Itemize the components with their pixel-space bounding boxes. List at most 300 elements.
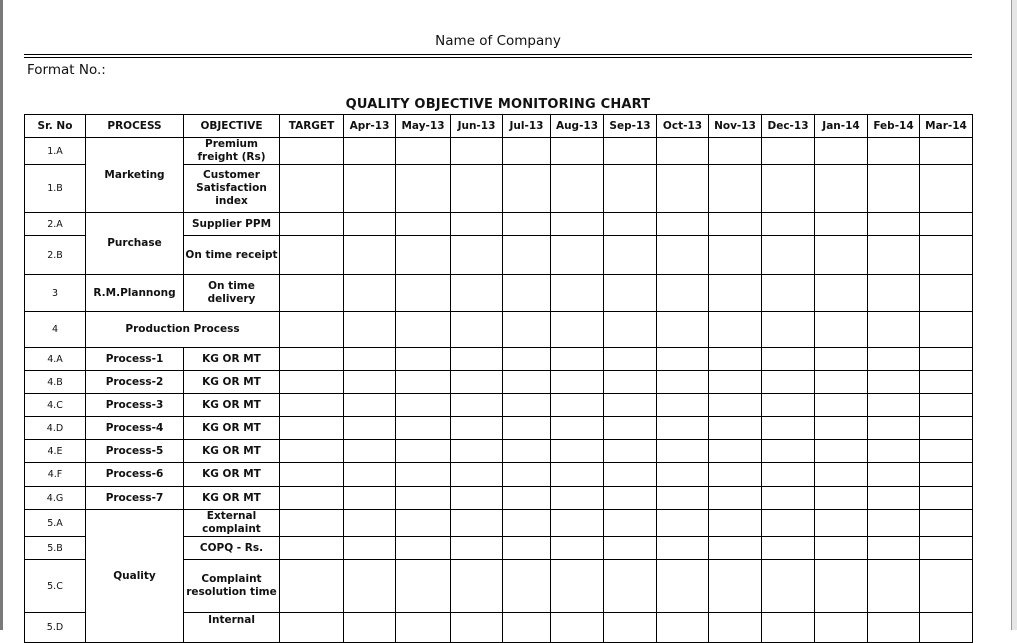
month-cell[interactable] [503, 213, 551, 236]
col-header-dec-13: Dec-13 [762, 115, 815, 138]
month-cell[interactable] [451, 275, 503, 312]
month-cell[interactable] [551, 165, 604, 213]
target-cell[interactable] [280, 440, 344, 463]
month-cell[interactable] [815, 417, 868, 440]
month-cell[interactable] [762, 236, 815, 275]
col-header-sep-13: Sep-13 [604, 115, 657, 138]
process-cell: Production Process [86, 312, 280, 348]
month-cell[interactable] [451, 348, 503, 371]
month-cell[interactable] [551, 275, 604, 312]
month-cell[interactable] [396, 510, 451, 537]
month-cell[interactable] [551, 371, 604, 394]
month-cell[interactable] [762, 417, 815, 440]
month-cell[interactable] [503, 138, 551, 165]
month-cell[interactable] [503, 312, 551, 348]
month-cell[interactable] [344, 371, 396, 394]
month-cell[interactable] [344, 165, 396, 213]
month-cell[interactable] [396, 613, 451, 643]
month-cell[interactable] [604, 510, 657, 537]
month-cell[interactable] [868, 138, 920, 165]
month-cell[interactable] [551, 236, 604, 275]
target-cell[interactable] [280, 138, 344, 165]
month-cell[interactable] [451, 510, 503, 537]
month-cell[interactable] [604, 440, 657, 463]
objective-cell: On time receipt [184, 236, 280, 275]
month-cell[interactable] [920, 463, 973, 487]
month-cell[interactable] [604, 417, 657, 440]
month-cell[interactable] [815, 510, 868, 537]
month-cell[interactable] [503, 371, 551, 394]
col-header-jun-13: Jun-13 [451, 115, 503, 138]
month-cell[interactable] [709, 312, 762, 348]
month-cell[interactable] [503, 463, 551, 487]
month-cell[interactable] [657, 371, 709, 394]
sr-no-cell: 5.D [25, 613, 86, 643]
month-cell[interactable] [503, 487, 551, 510]
month-cell[interactable] [657, 463, 709, 487]
month-cell[interactable] [920, 440, 973, 463]
month-cell[interactable] [503, 417, 551, 440]
monitoring-table [24, 114, 973, 643]
month-cell[interactable] [762, 463, 815, 487]
table-row [25, 213, 973, 236]
month-cell[interactable] [815, 312, 868, 348]
sr-no-cell: 4.D [25, 417, 86, 440]
month-cell[interactable] [344, 348, 396, 371]
month-cell[interactable] [551, 463, 604, 487]
month-cell[interactable] [604, 463, 657, 487]
month-cell[interactable] [551, 417, 604, 440]
month-cell[interactable] [920, 275, 973, 312]
month-cell[interactable] [451, 138, 503, 165]
month-cell[interactable] [762, 537, 815, 560]
month-cell[interactable] [868, 417, 920, 440]
month-cell[interactable] [709, 440, 762, 463]
month-cell[interactable] [657, 312, 709, 348]
month-cell[interactable] [551, 348, 604, 371]
month-cell[interactable] [815, 613, 868, 643]
month-cell[interactable] [551, 394, 604, 417]
sr-no-cell: 1.A [25, 138, 86, 165]
month-cell[interactable] [604, 394, 657, 417]
month-cell[interactable] [709, 394, 762, 417]
process-cell: R.M.Plannong [86, 275, 184, 312]
objective-cell: KG OR MT [184, 440, 280, 463]
month-cell[interactable] [762, 440, 815, 463]
month-cell[interactable] [709, 348, 762, 371]
month-cell[interactable] [344, 213, 396, 236]
table-row [25, 371, 973, 394]
month-cell[interactable] [709, 371, 762, 394]
month-cell[interactable] [551, 560, 604, 613]
table-row [25, 312, 973, 348]
month-cell[interactable] [344, 312, 396, 348]
month-cell[interactable] [657, 613, 709, 643]
month-cell[interactable] [551, 440, 604, 463]
month-cell[interactable] [657, 510, 709, 537]
month-cell[interactable] [920, 138, 973, 165]
month-cell[interactable] [451, 560, 503, 613]
month-cell[interactable] [709, 613, 762, 643]
sr-no-cell: 2.A [25, 213, 86, 236]
col-header-jan-14: Jan-14 [815, 115, 868, 138]
process-cell: Process-7 [86, 487, 184, 510]
table-row [25, 463, 973, 487]
month-cell[interactable] [762, 560, 815, 613]
sr-no-cell: 4.C [25, 394, 86, 417]
month-cell[interactable] [920, 371, 973, 394]
target-cell[interactable] [280, 312, 344, 348]
process-cell: Purchase [86, 213, 184, 275]
col-header-jul-13: Jul-13 [503, 115, 551, 138]
month-cell[interactable] [709, 560, 762, 613]
month-cell[interactable] [396, 487, 451, 510]
month-cell[interactable] [503, 165, 551, 213]
sr-no-cell: 2.B [25, 236, 86, 275]
month-cell[interactable] [657, 560, 709, 613]
month-cell[interactable] [503, 236, 551, 275]
month-cell[interactable] [868, 275, 920, 312]
month-cell[interactable] [604, 275, 657, 312]
month-cell[interactable] [396, 463, 451, 487]
objective-cell: KG OR MT [184, 417, 280, 440]
month-cell[interactable] [920, 417, 973, 440]
month-cell[interactable] [396, 312, 451, 348]
process-cell: Process-3 [86, 394, 184, 417]
month-cell[interactable] [868, 487, 920, 510]
objective-cell: Supplier PPM [184, 213, 280, 236]
target-cell[interactable] [280, 213, 344, 236]
month-cell[interactable] [868, 394, 920, 417]
objective-cell: Premium freight (Rs) [184, 138, 280, 165]
month-cell[interactable] [344, 275, 396, 312]
month-cell[interactable] [815, 487, 868, 510]
sr-no-cell: 4.A [25, 348, 86, 371]
month-cell[interactable] [920, 236, 973, 275]
month-cell[interactable] [762, 394, 815, 417]
target-cell[interactable] [280, 348, 344, 371]
month-cell[interactable] [657, 275, 709, 312]
month-cell[interactable] [815, 537, 868, 560]
month-cell[interactable] [503, 560, 551, 613]
target-cell[interactable] [280, 236, 344, 275]
month-cell[interactable] [762, 312, 815, 348]
month-cell[interactable] [815, 348, 868, 371]
objective-cell: KG OR MT [184, 463, 280, 487]
month-cell[interactable] [709, 510, 762, 537]
month-cell[interactable] [396, 417, 451, 440]
col-header-sr-no: Sr. No [25, 115, 86, 138]
month-cell[interactable] [920, 613, 973, 643]
month-cell[interactable] [868, 463, 920, 487]
month-cell[interactable] [396, 371, 451, 394]
month-cell[interactable] [604, 236, 657, 275]
month-cell[interactable] [451, 440, 503, 463]
target-cell[interactable] [280, 613, 344, 643]
month-cell[interactable] [657, 417, 709, 440]
header-row [25, 115, 973, 138]
month-cell[interactable] [344, 138, 396, 165]
process-cell: Process-1 [86, 348, 184, 371]
month-cell[interactable] [868, 165, 920, 213]
month-cell[interactable] [604, 537, 657, 560]
window-right-border [1011, 0, 1017, 630]
month-cell[interactable] [344, 560, 396, 613]
sr-no-cell: 5.A [25, 510, 86, 537]
month-cell[interactable] [604, 138, 657, 165]
month-cell[interactable] [815, 138, 868, 165]
process-cell: Process-2 [86, 371, 184, 394]
month-cell[interactable] [709, 463, 762, 487]
month-cell[interactable] [396, 138, 451, 165]
objective-cell: KG OR MT [184, 487, 280, 510]
month-cell[interactable] [657, 213, 709, 236]
month-cell[interactable] [451, 537, 503, 560]
month-cell[interactable] [709, 213, 762, 236]
month-cell[interactable] [762, 213, 815, 236]
target-cell[interactable] [280, 394, 344, 417]
window-left-border [0, 0, 3, 630]
target-cell[interactable] [280, 275, 344, 312]
month-cell[interactable] [551, 537, 604, 560]
target-cell[interactable] [280, 510, 344, 537]
month-cell[interactable] [551, 487, 604, 510]
month-cell[interactable] [868, 560, 920, 613]
month-cell[interactable] [868, 213, 920, 236]
month-cell[interactable] [396, 560, 451, 613]
month-cell[interactable] [604, 613, 657, 643]
header-rule-bottom [24, 57, 972, 58]
target-cell[interactable] [280, 417, 344, 440]
col-header-oct-13: Oct-13 [657, 115, 709, 138]
month-cell[interactable] [604, 312, 657, 348]
target-cell[interactable] [280, 463, 344, 487]
month-cell[interactable] [344, 440, 396, 463]
month-cell[interactable] [344, 510, 396, 537]
col-header-nov-13: Nov-13 [709, 115, 762, 138]
month-cell[interactable] [815, 440, 868, 463]
month-cell[interactable] [815, 236, 868, 275]
target-cell[interactable] [280, 371, 344, 394]
month-cell[interactable] [762, 487, 815, 510]
month-cell[interactable] [551, 138, 604, 165]
objective-cell: Internal [184, 613, 280, 643]
month-cell[interactable] [868, 537, 920, 560]
month-cell[interactable] [551, 613, 604, 643]
month-cell[interactable] [503, 537, 551, 560]
month-cell[interactable] [709, 275, 762, 312]
month-cell[interactable] [762, 510, 815, 537]
month-cell[interactable] [709, 165, 762, 213]
month-cell[interactable] [868, 236, 920, 275]
sr-no-cell: 4.E [25, 440, 86, 463]
month-cell[interactable] [657, 487, 709, 510]
month-cell[interactable] [657, 440, 709, 463]
table-row [25, 510, 973, 537]
table-row [25, 138, 973, 165]
target-cell[interactable] [280, 165, 344, 213]
col-header-process: PROCESS [86, 115, 184, 138]
month-cell[interactable] [396, 165, 451, 213]
month-cell[interactable] [920, 560, 973, 613]
objective-cell: External complaint [184, 510, 280, 537]
month-cell[interactable] [815, 275, 868, 312]
sr-no-cell: 4.G [25, 487, 86, 510]
month-cell[interactable] [920, 394, 973, 417]
month-cell[interactable] [920, 510, 973, 537]
month-cell[interactable] [762, 275, 815, 312]
month-cell[interactable] [503, 275, 551, 312]
month-cell[interactable] [503, 613, 551, 643]
month-cell[interactable] [657, 138, 709, 165]
month-cell[interactable] [604, 487, 657, 510]
month-cell[interactable] [344, 463, 396, 487]
month-cell[interactable] [815, 394, 868, 417]
sr-no-cell: 1.B [25, 165, 86, 213]
chart-title: QUALITY OBJECTIVE MONITORING CHART [345, 97, 651, 112]
col-header-objective: OBJECTIVE [184, 115, 280, 138]
month-cell[interactable] [451, 371, 503, 394]
month-cell[interactable] [604, 560, 657, 613]
month-cell[interactable] [868, 510, 920, 537]
col-header-aug-13: Aug-13 [551, 115, 604, 138]
month-cell[interactable] [451, 165, 503, 213]
month-cell[interactable] [815, 165, 868, 213]
month-cell[interactable] [815, 560, 868, 613]
month-cell[interactable] [344, 417, 396, 440]
table-row [25, 417, 973, 440]
sr-no-cell: 4.F [25, 463, 86, 487]
month-cell[interactable] [657, 537, 709, 560]
month-cell[interactable] [396, 440, 451, 463]
month-cell[interactable] [344, 537, 396, 560]
month-cell[interactable] [451, 463, 503, 487]
table-row [25, 275, 973, 312]
month-cell[interactable] [657, 348, 709, 371]
month-cell[interactable] [815, 463, 868, 487]
month-cell[interactable] [762, 613, 815, 643]
month-cell[interactable] [868, 371, 920, 394]
process-cell: Process-6 [86, 463, 184, 487]
objective-cell: KG OR MT [184, 394, 280, 417]
month-cell[interactable] [551, 312, 604, 348]
objective-cell: On time delivery [184, 275, 280, 312]
month-cell[interactable] [920, 537, 973, 560]
month-cell[interactable] [762, 348, 815, 371]
month-cell[interactable] [604, 348, 657, 371]
month-cell[interactable] [920, 312, 973, 348]
month-cell[interactable] [451, 394, 503, 417]
month-cell[interactable] [920, 213, 973, 236]
month-cell[interactable] [396, 236, 451, 275]
month-cell[interactable] [920, 165, 973, 213]
month-cell[interactable] [344, 236, 396, 275]
format-number-label: Format No.: [27, 62, 106, 78]
month-cell[interactable] [503, 510, 551, 537]
month-cell[interactable] [762, 371, 815, 394]
process-cell: Process-4 [86, 417, 184, 440]
month-cell[interactable] [604, 165, 657, 213]
month-cell[interactable] [503, 440, 551, 463]
month-cell[interactable] [396, 213, 451, 236]
table-row [25, 487, 973, 510]
month-cell[interactable] [451, 487, 503, 510]
month-cell[interactable] [657, 236, 709, 275]
objective-cell: COPQ - Rs. [184, 537, 280, 560]
month-cell[interactable] [604, 371, 657, 394]
col-header-mar-14: Mar-14 [920, 115, 973, 138]
process-cell: Marketing [86, 138, 184, 213]
month-cell[interactable] [503, 394, 551, 417]
target-cell[interactable] [280, 537, 344, 560]
month-cell[interactable] [551, 213, 604, 236]
col-header-target: TARGET [280, 115, 344, 138]
sr-no-cell: 3 [25, 275, 86, 312]
table-row [25, 348, 973, 371]
month-cell[interactable] [815, 371, 868, 394]
month-cell[interactable] [709, 236, 762, 275]
objective-cell: Complaint resolution time [184, 560, 280, 613]
month-cell[interactable] [344, 487, 396, 510]
table-row [25, 440, 973, 463]
month-cell[interactable] [396, 275, 451, 312]
month-cell[interactable] [551, 510, 604, 537]
month-cell[interactable] [762, 165, 815, 213]
month-cell[interactable] [344, 613, 396, 643]
month-cell[interactable] [503, 348, 551, 371]
month-cell[interactable] [868, 348, 920, 371]
process-cell: Quality [86, 510, 184, 643]
month-cell[interactable] [920, 487, 973, 510]
month-cell[interactable] [709, 417, 762, 440]
month-cell[interactable] [657, 165, 709, 213]
process-cell: Process-5 [86, 440, 184, 463]
month-cell[interactable] [451, 236, 503, 275]
month-cell[interactable] [451, 312, 503, 348]
col-header-apr-13: Apr-13 [344, 115, 396, 138]
month-cell[interactable] [709, 537, 762, 560]
month-cell[interactable] [604, 213, 657, 236]
col-header-may-13: May-13 [396, 115, 451, 138]
month-cell[interactable] [396, 348, 451, 371]
month-cell[interactable] [709, 138, 762, 165]
target-cell[interactable] [280, 487, 344, 510]
month-cell[interactable] [451, 213, 503, 236]
target-cell[interactable] [280, 560, 344, 613]
month-cell[interactable] [396, 537, 451, 560]
objective-cell: KG OR MT [184, 371, 280, 394]
month-cell[interactable] [762, 138, 815, 165]
sr-no-cell: 4.B [25, 371, 86, 394]
month-cell[interactable] [451, 613, 503, 643]
table-row [25, 394, 973, 417]
month-cell[interactable] [868, 312, 920, 348]
sr-no-cell: 5.C [25, 560, 86, 613]
month-cell[interactable] [344, 394, 396, 417]
month-cell[interactable] [451, 417, 503, 440]
month-cell[interactable] [920, 348, 973, 371]
objective-cell: KG OR MT [184, 348, 280, 371]
month-cell[interactable] [868, 440, 920, 463]
sr-no-cell: 4 [25, 312, 86, 348]
month-cell[interactable] [396, 394, 451, 417]
objective-cell: Customer Satisfaction index [184, 165, 280, 213]
header-rule-top [24, 54, 972, 55]
month-cell[interactable] [815, 213, 868, 236]
month-cell[interactable] [657, 394, 709, 417]
month-cell[interactable] [868, 613, 920, 643]
month-cell[interactable] [709, 487, 762, 510]
